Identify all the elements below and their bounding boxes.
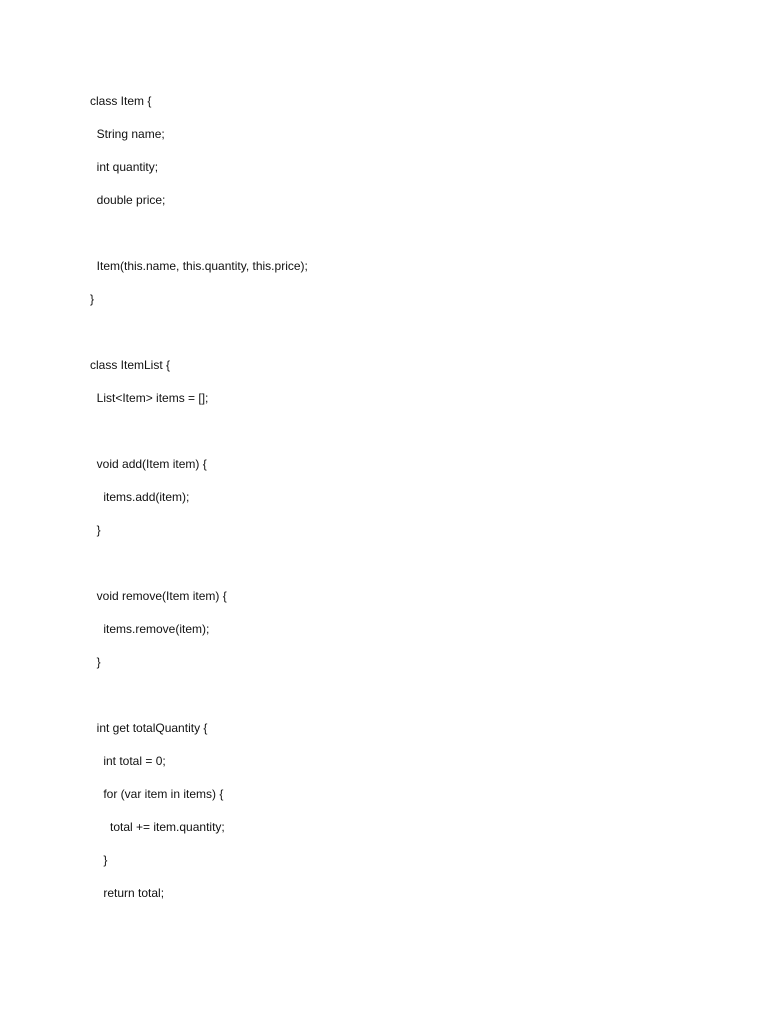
code-line: total += item.quantity; — [90, 820, 225, 834]
code-block — [90, 91, 308, 916]
blank-line — [90, 553, 308, 586]
code-line: int quantity; — [90, 160, 159, 174]
code-line: } — [90, 655, 101, 669]
code-line: items.add(item); — [90, 490, 190, 504]
code-line: class ItemList { — [90, 358, 171, 372]
blank-line — [90, 322, 308, 355]
blank-line — [90, 421, 308, 454]
blank-line — [90, 685, 308, 718]
code-line: items.remove(item); — [90, 622, 210, 636]
code-line: String name; — [90, 127, 165, 141]
code-line: List<Item> items = []; — [90, 391, 209, 405]
code-line: void remove(Item item) { — [90, 589, 227, 603]
code-line: } — [90, 292, 95, 306]
code-line: for (var item in items) { — [90, 787, 224, 801]
code-line: } — [90, 523, 101, 537]
code-line: int get totalQuantity { — [90, 721, 208, 735]
code-line: return total; — [90, 886, 165, 900]
blank-line — [90, 223, 308, 256]
code-line: Item(this.name, this.quantity, this.price); — [90, 259, 308, 273]
code-line: double price; — [90, 193, 166, 207]
code-line: void add(Item item) { — [90, 457, 207, 471]
code-line: } — [90, 853, 108, 867]
code-line: class Item { — [90, 94, 152, 108]
code-line: int total = 0; — [90, 754, 166, 768]
